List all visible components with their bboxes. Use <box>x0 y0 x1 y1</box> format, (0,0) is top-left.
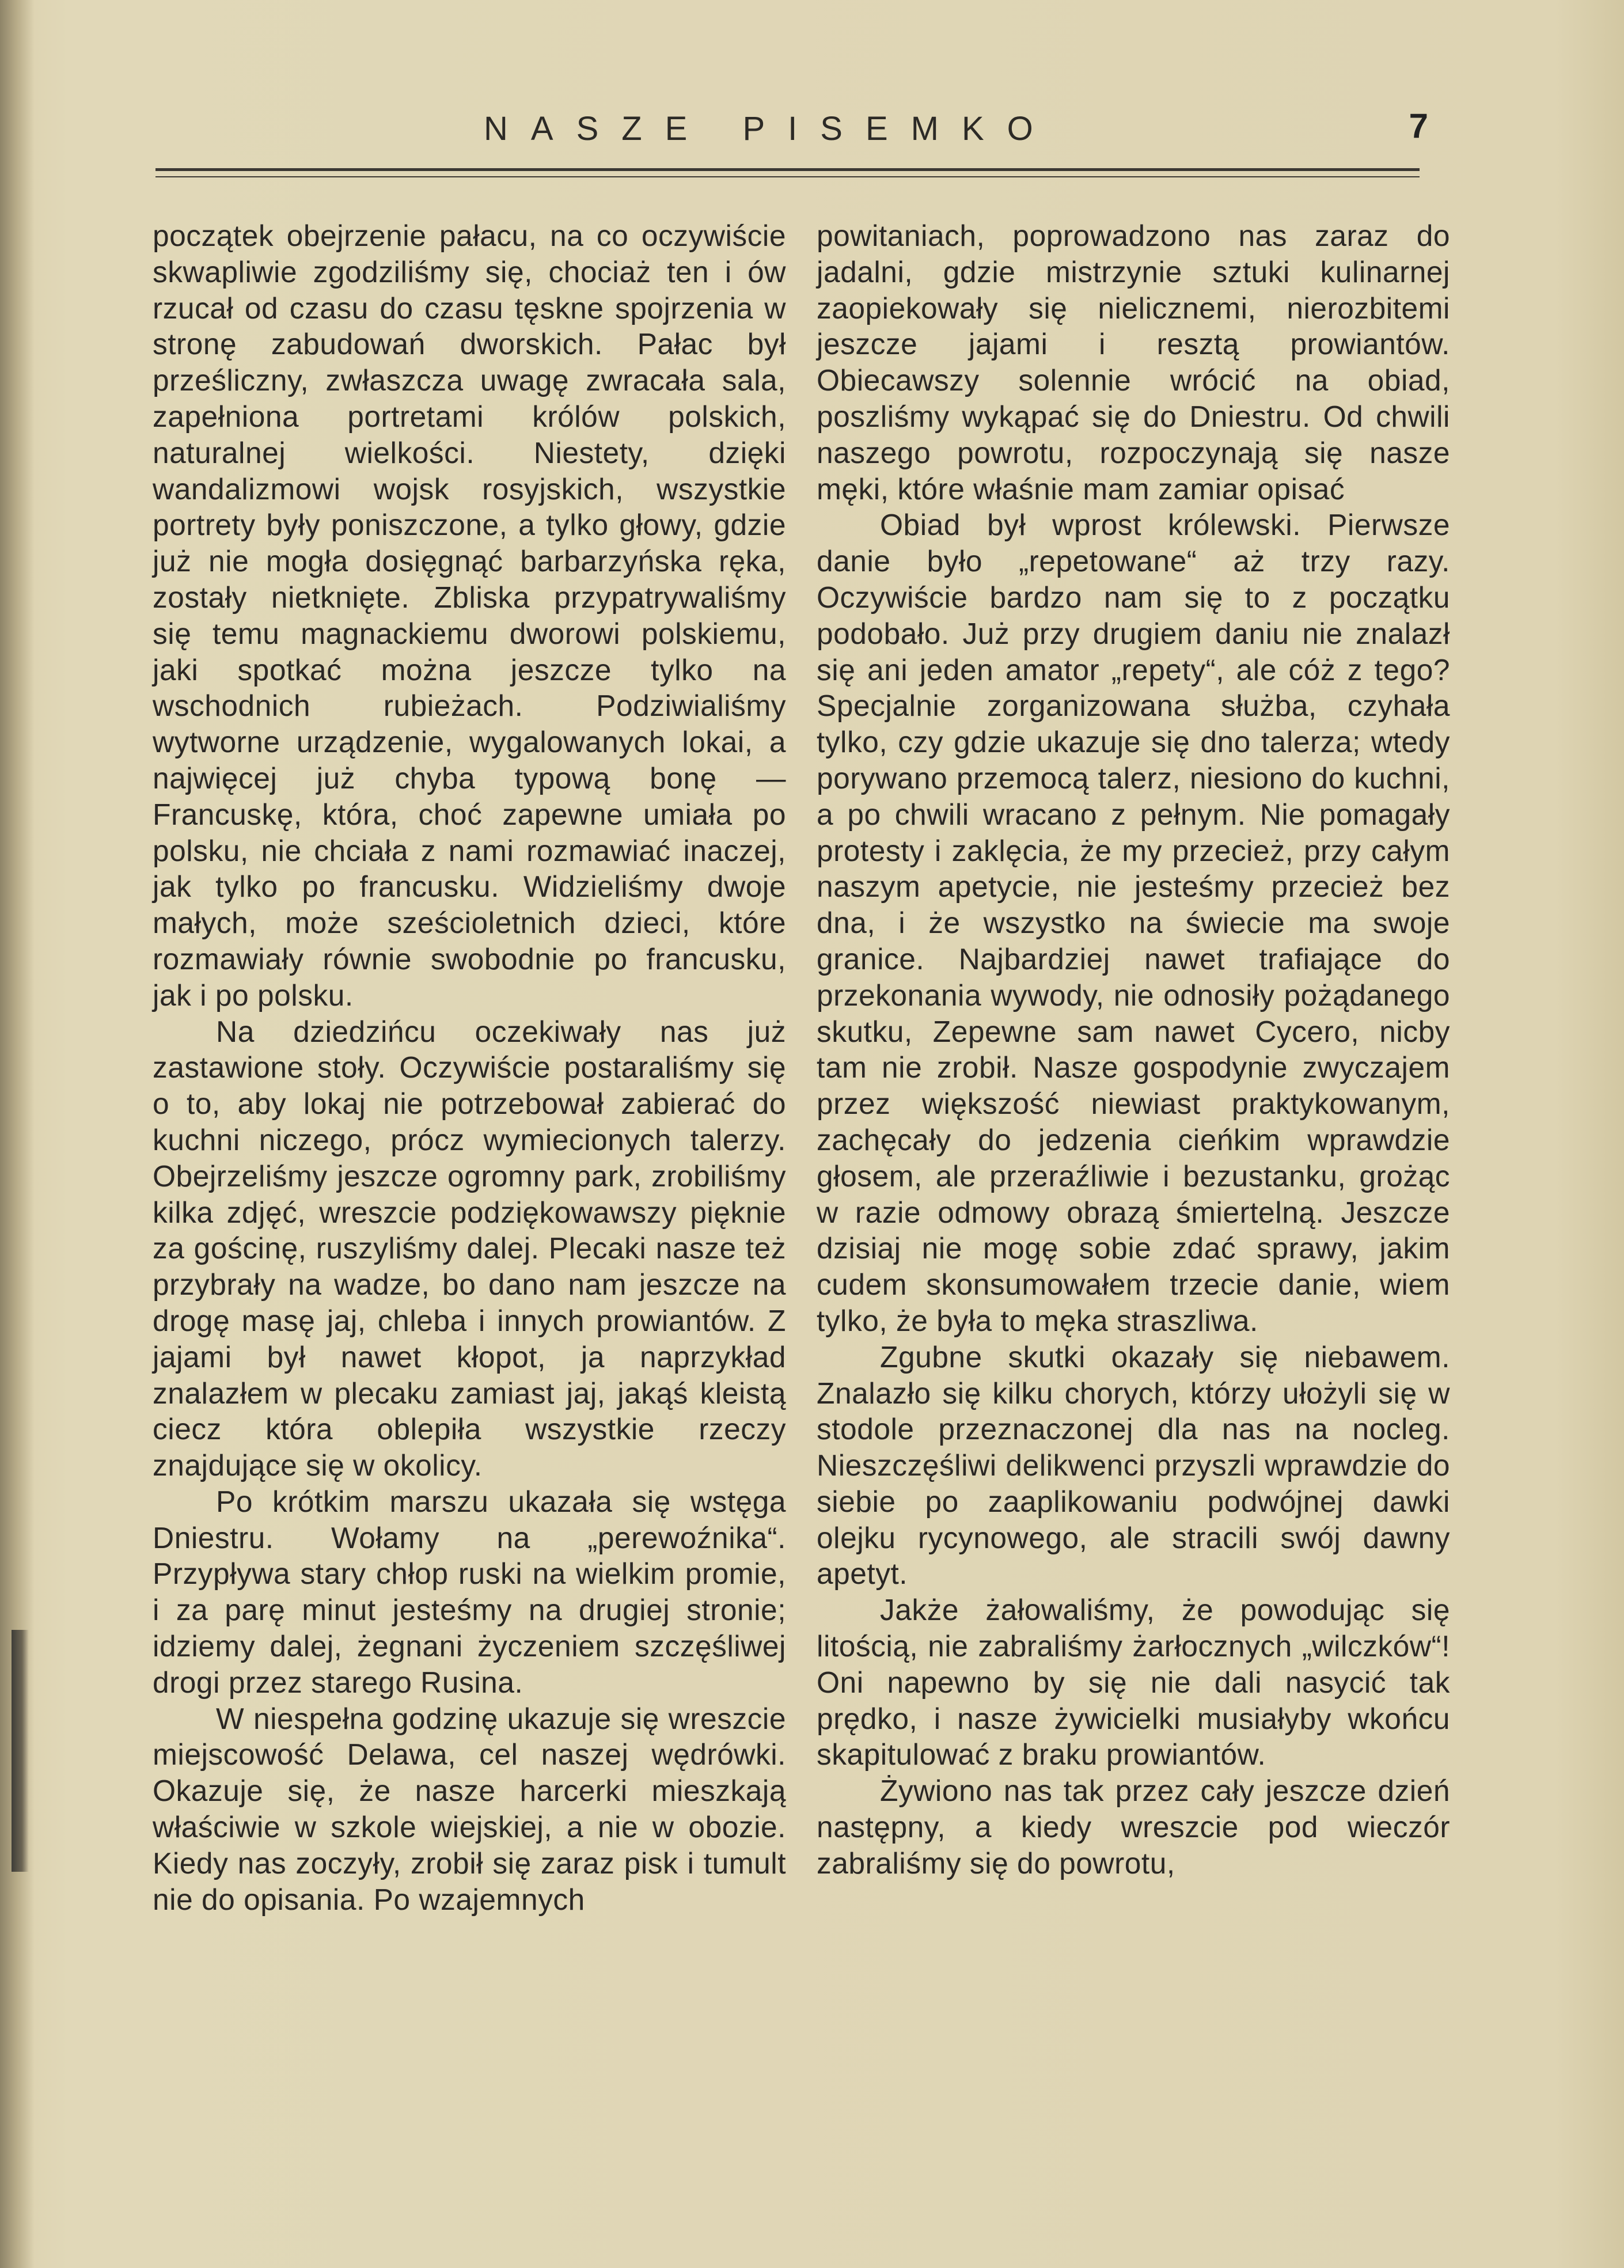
left-column <box>153 218 786 1917</box>
running-head <box>167 109 1434 167</box>
paragraph: Na dziedzińcu oczekiwały nas już zastawione stoły. Oczywiście postaraliśmy się o to, aby lokaj nie potrzebował zabierać do kuchni niczego, prócz wymiecionych talerzy. Obejrzeliśmy jeszcze ogromny park, zrobiliśmy kilka zdjęć, wreszcie podziękowawszy pięknie za gościnę, ruszyliśmy dalej. Plecaki nasze też przybrały na wadze, bo dano nam jeszcze na drogę masę jaj, chleba i innych prowiantów. Z jajami był nawet kłopot, ja naprzykład znalazłem w plecaku zamiast jaj, jakąś kleistą ciecz która oblepiła wszystkie rzeczy znajdujące się w okolicy. <box>153 1014 786 1482</box>
paragraph: Po krótkim marszu ukazała się wstęga Dniestru. Wołamy na „perewoźnika“. Przypływa stary chłop ruski na wielkim promie, i za parę minut jesteśmy na drugiej stronie; idziemy dalej, żegnani życzeniem szczęśliwej drogi przez starego Rusina. <box>153 1484 786 1699</box>
binding-edge <box>0 0 35 2268</box>
paragraph: Jakże żałowaliśmy, że powodując się litością, nie zabraliśmy żarłocznych „wilczków“! Oni napewno by się nie dali nasycić tak prędko, i nasze żywicielki musiałyby wkońcu skapitulować z braku prowiantów. <box>817 1593 1450 1772</box>
paragraph: powitaniach, poprowadzono nas zaraz do jadalni, gdzie mistrzynie sztuki kulinarnej zaopiekowały się nielicznemi, nierozbitemi jeszcze jajami i resztą prowiantów. Obiecawszy solennie wrócić na obiad, poszliśmy wykąpać się do Dniestru. Od chwili naszego powrotu, rozpoczynają się nasze męki, które właśnie mam zamiar opisać <box>817 219 1450 506</box>
header-rule-thick <box>155 168 1420 171</box>
paragraph: Obiad był wprost królewski. Pierwsze danie było „repetowane“ aż trzy razy. Oczywiście bardzo nam się to z początku podobało. Już przy drugiem daniu nie znalazł się ani jeden amator „repety“, ale cóż z tego? Specjalnie zorganizowana służba, czyhała tylko, czy gdzie ukazuje się dno talerza; wtedy porywano przemocą talerz, niesiono do kuchni, a po chwili wracano z pełnym. Nie pomagały protesty i zaklęcia, że my przecież, przy całym naszym apetycie, nie jesteśmy przecież bez dna, i że wszystko na świecie ma swoje granice. Najbardziej nawet trafiające do przekonania wywody, nie odnosiły pożądanego skutku, Zepewne sam nawet Cycero, nicby tam nie zrobił. Nasze gospodynie zwyczajem przez większość niewiast praktykowanym, zachęcały do jedzenia cieńkim wprawdzie głosem, ale przeraźliwie i bezustanku, grożąc w razie odmowy obrazą śmiertelną. Jeszcze dzisiaj nie mogę sobie zdać sprawy, jakim cudem skonsumowałem trzecie danie, wiem tylko, że była to męka straszliwa. <box>817 508 1450 1337</box>
binding-stitch <box>12 1630 29 1872</box>
page-number: 7 <box>1409 107 1428 145</box>
paragraph: Żywiono nas tak przez cały jeszcze dzień następny, a kiedy wreszcie pod wieczór zabraliśmy się do powrotu, <box>817 1774 1450 1880</box>
header-rule-thin <box>155 176 1420 177</box>
paragraph: W niespełna godzinę ukazuje się wreszcie miejscowość Delawa, cel naszej wędrówki. Okazuje się, że nasze harcerki mieszkają właściwie w szkole wiejskiej, a nie w obozie. Kiedy nas zoczyły, zrobił się zaraz pisk i tumult nie do opisania. Po wzajemnych <box>153 1701 786 1916</box>
paragraph: początek obejrzenie pałacu, na co oczywiście skwapliwie zgodziliśmy się, chociaż ten i ów rzucał od czasu do czasu tęskne spojrzenia w stronę zabudowań dworskich. Pałac był prześliczny, zwłaszcza uwagę zwracała sala, zapełniona portretami królów polskich, naturalnej wielkości. Niestety, dzięki wandalizmowi wojsk rosyjskich, wszystkie portrety były poniszczone, a tylko głowy, gdzie już nie mogła dosięgnąć barbarzyńska ręka, zostały nietknięte. Zbliska przypatrywaliśmy się temu magnackiemu dworowi polskiemu, jaki spotkać można jeszcze tylko na wschodnich rubieżach. Podziwialiśmy wytworne urządzenie, wygalowanych lokai, a najwięcej już chyba typową bonę — Francuskę, która, choć zapewne umiała po polsku, nie chciała z nami rozmawiać inaczej, jak tylko po francusku. Widzieliśmy dwoje małych, może sześcioletnich dzieci, które rozmawiały równie swobodnie po francusku, jak i po polsku. <box>153 219 786 1012</box>
paragraph: Zgubne skutki okazały się niebawem. Znalazło się kilku chorych, którzy ułożyli się w stodole przeznaczonej dla nas na nocleg. Nieszczęśliwi delikwenci przyszli wprawdzie do siebie po zaaplikowaniu podwójnej dawki olejku rycynowego, ale stracili swój dawny apetyt. <box>817 1340 1450 1591</box>
right-column <box>817 218 1450 1882</box>
magazine-title: NASZE PISEMKO <box>484 110 1056 147</box>
